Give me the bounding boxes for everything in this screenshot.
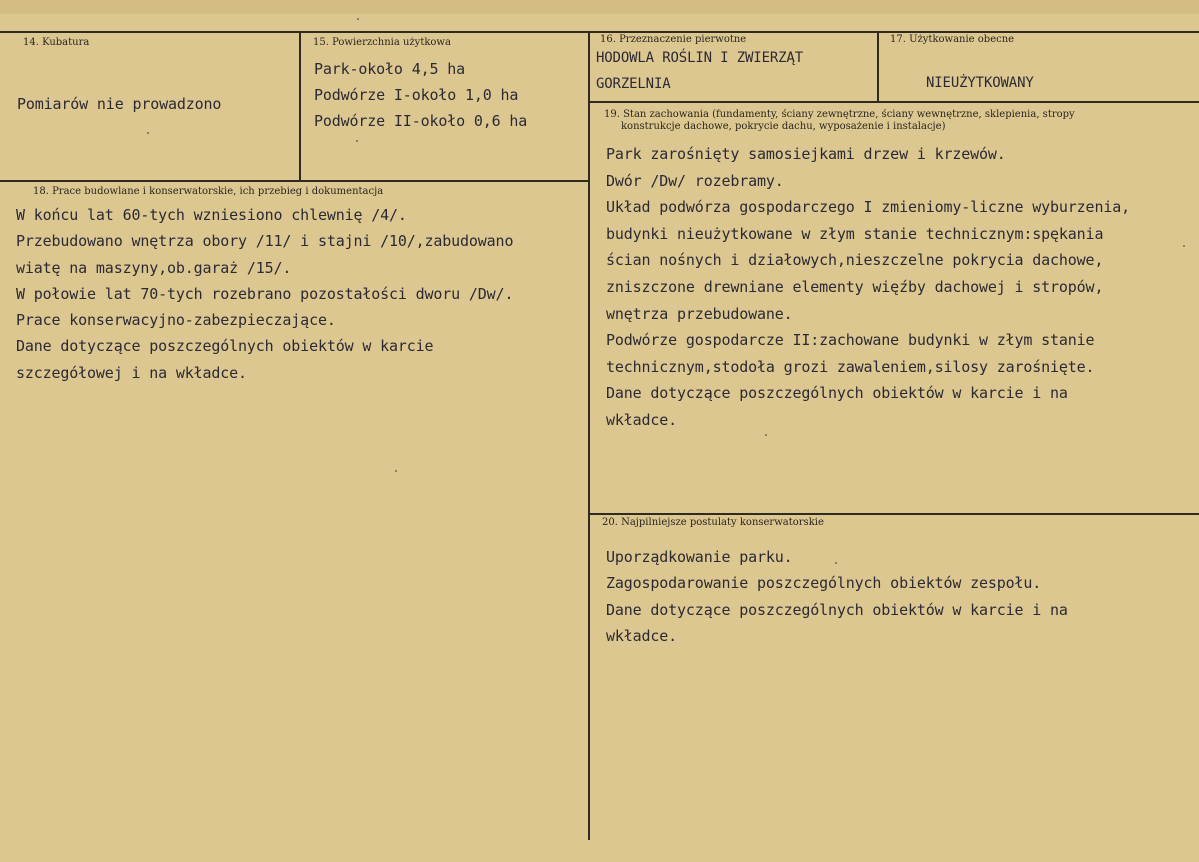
rule-below-16-17 bbox=[589, 101, 1199, 103]
section-15-line: Park-około 4,5 ha bbox=[314, 60, 465, 78]
rule-below-14-15 bbox=[0, 180, 589, 182]
section-19-line: budynki nieużytkowane w złym stanie technicznym:spękania bbox=[606, 224, 1104, 243]
section-20-label: 20. Najpilniejsze postulaty konserwatorskie bbox=[602, 517, 824, 528]
divider-left-right bbox=[588, 31, 590, 840]
section-16-text bbox=[596, 45, 803, 97]
section-20-line: Dane dotyczące poszczególnych obiektów w karcie i na bbox=[606, 600, 1068, 619]
section-14-label: 14. Kubatura bbox=[23, 37, 90, 48]
section-19-line: wnętrza przebudowane. bbox=[606, 304, 793, 323]
section-19-line: Park zarośnięty samosiejkami drzew i krzewów. bbox=[606, 145, 1006, 163]
section-17-text: NIEUŻYTKOWANY bbox=[926, 75, 1034, 91]
section-20-text bbox=[606, 544, 1068, 649]
card-top-edge bbox=[0, 0, 1199, 14]
section-18-line: Prace konserwacyjno-zabezpieczające. bbox=[16, 311, 336, 330]
section-19-text bbox=[606, 141, 1130, 434]
divider-14-15 bbox=[299, 31, 301, 180]
section-19-label bbox=[604, 109, 1075, 133]
section-19-line: Układ podwórza gospodarczego I zmieniomy-liczne wyburzenia, bbox=[606, 198, 1130, 217]
section-18-line: szczegółowej i na wkładce. bbox=[16, 363, 247, 382]
section-19-line: ścian nośnych i działowych,nieszczelne pokrycia dachowe, bbox=[606, 251, 1104, 270]
section-17-label: 17. Użytkowanie obecne bbox=[890, 34, 1015, 45]
section-16-line: GORZELNIA bbox=[596, 76, 671, 92]
section-20-line: Zagospodarowanie poszczególnych obiektów zespołu. bbox=[606, 574, 1042, 593]
section-19-line: wkładce. bbox=[606, 410, 678, 429]
section-15-line: Podwórze II-około 0,6 ha bbox=[314, 112, 528, 130]
section-20-line: Uporządkowanie parku. bbox=[606, 548, 793, 566]
paper-speck bbox=[835, 562, 837, 564]
section-15-label: 15. Powierzchnia użytkowa bbox=[313, 37, 451, 48]
section-14-text: Pomiarów nie prowadzono bbox=[17, 95, 222, 113]
section-18-line: Dane dotyczące poszczególnych obiektów w karcie bbox=[16, 337, 434, 356]
paper-speck bbox=[356, 140, 358, 142]
paper-speck bbox=[395, 470, 397, 472]
top-rule bbox=[0, 31, 1199, 33]
section-18-line: Przebudowano wnętrza obory /11/ i stajni /10/,zabudowano bbox=[16, 232, 514, 251]
section-16-label: 16. Przeznaczenie pierwotne bbox=[600, 34, 747, 45]
section-19-line: technicznym,stodoła grozi zawaleniem,silosy zarośnięte. bbox=[606, 357, 1095, 376]
section-20-line: wkładce. bbox=[606, 626, 678, 645]
section-19-label-line: 19. Stan zachowania (fundamenty, ściany zewnętrzne, ściany wewnętrzne, sklepienia, stropy bbox=[604, 109, 1075, 120]
section-18-label: 18. Prace budowlane i konserwatorskie, ich przebieg i dokumentacja bbox=[33, 186, 384, 197]
paper-speck bbox=[1183, 245, 1185, 247]
section-19-line: Dwór /Dw/ rozebramy. bbox=[606, 171, 784, 190]
section-19-line: Dane dotyczące poszczególnych obiektów w karcie i na bbox=[606, 384, 1068, 403]
divider-16-17 bbox=[877, 31, 879, 101]
section-18-line: wiatę na maszyny,ob.garaż /15/. bbox=[16, 258, 292, 277]
paper-speck bbox=[357, 18, 359, 20]
section-15-line: Podwórze I-około 1,0 ha bbox=[314, 86, 519, 104]
paper-speck bbox=[147, 132, 149, 134]
section-18-line: W końcu lat 60-tych wzniesiono chlewnię /4/. bbox=[16, 206, 407, 224]
paper-speck bbox=[765, 434, 767, 436]
section-15-text bbox=[314, 56, 527, 134]
section-18-text bbox=[16, 202, 513, 386]
rule-above-20 bbox=[589, 513, 1199, 515]
section-16-line: HODOWLA ROŚLIN I ZWIERZĄT bbox=[596, 50, 803, 66]
section-18-line: W połowie lat 70-tych rozebrano pozostałości dworu /Dw/. bbox=[16, 284, 514, 303]
section-19-line: zniszczone drewniane elementy więźby dachowej i stropów, bbox=[606, 277, 1104, 296]
section-19-label-line: konstrukcje dachowe, pokrycie dachu, wyposażenie i instalacje) bbox=[621, 121, 946, 132]
section-19-line: Podwórze gospodarcze II:zachowane budynki w złym stanie bbox=[606, 331, 1095, 350]
